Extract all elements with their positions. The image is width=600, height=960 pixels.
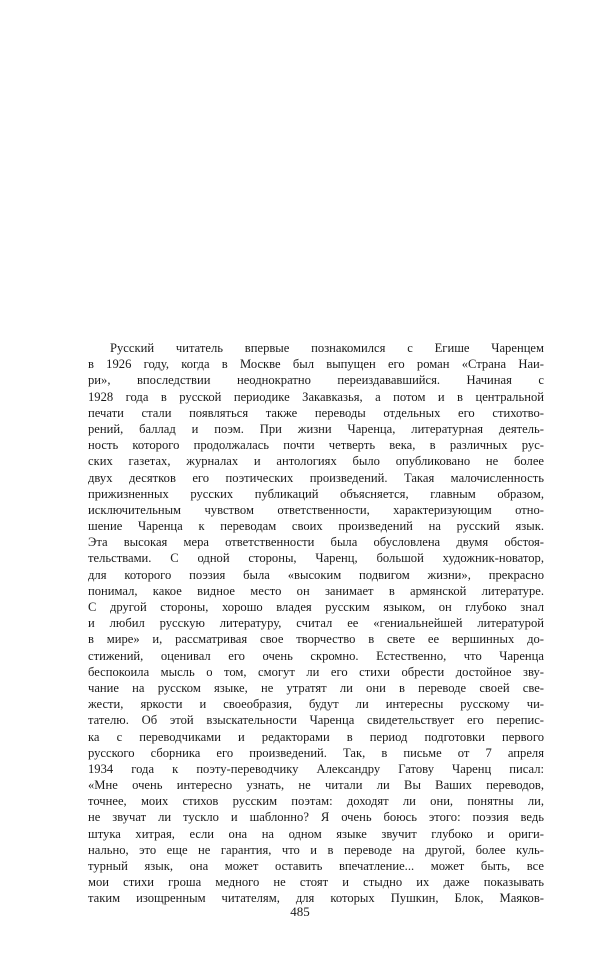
text-line: турный язык, она может оставить впечатление... может быть, все	[88, 859, 544, 873]
text-line: 1934 года к поэту-переводчику Александру Гатову Чаренц писал:	[88, 761, 544, 776]
text-line: ри», впоследствии неоднократно переиздававшийся. Начиная с	[88, 373, 544, 388]
text-line: жести, яркости и своеобразия, будут ли интересны русскому чи-	[88, 697, 544, 712]
text-line: С другой стороны, хорошо владея русским языком, он глубоко знал	[88, 600, 544, 614]
text-line: прижизненных русских публикаций объясняется, главным образом,	[88, 486, 544, 501]
text-line: штука хитрая, если она на одном языке звучит глубоко и ориги-	[88, 826, 544, 841]
text-line: исключительным чувством ответственности, характеризующим отно-	[88, 502, 544, 517]
text-line: двух десятков его поэтических произведений. Такая малочисленность	[88, 470, 544, 485]
text-line: в 1926 году, когда в Москве был выпущен его роман «Страна Наи-	[88, 357, 544, 372]
text-line: печати стали появляться также переводы отдельных его стихотво-	[88, 405, 544, 420]
text-line: для которого поэзия была «высоким подвигом жизни», прекрасно	[88, 567, 544, 582]
text-line: и любил русскую литературу, считал ее «гениальнейшей литературой	[88, 616, 544, 631]
text-line: таким изощренным читателям, для которых Пушкин, Блок, Маяков-	[88, 891, 544, 906]
text-line: понимал, какое видное место он занимает в армянской литературе.	[88, 583, 544, 598]
text-line: точнее, моих стихов русским поэтам: доходят ли они, понятны ли,	[88, 794, 544, 809]
text-line: нально, это еще не гарантия, что и в переводе на другой, более куль-	[88, 842, 544, 857]
text-line: Эта высокая мера ответственности была обусловлена двумя обстоя-	[88, 535, 544, 550]
page-number: 485	[290, 904, 310, 919]
text-line: ка с переводчиками и редакторами в период подготовки первого	[88, 729, 544, 744]
text-line: тателю. Об этой взыскательности Чаренца свидетельствует его перепис-	[88, 713, 544, 728]
text-line: «Мне очень интересно узнать, не читали ли Вы Ваших переводов,	[88, 778, 544, 793]
text-line: шение Чаренца к переводам своих произведений на русский язык.	[88, 519, 544, 534]
text-line: тельствами. С одной стороны, Чаренц, большой художник-новатор,	[88, 551, 544, 566]
text-line: стижений, оценивал его очень скромно. Естественно, что Чаренца	[88, 648, 544, 663]
text-line: русского сборника его произведений. Так, в письме от 7 апреля	[88, 745, 544, 760]
text-line: рений, баллад и поэм. При жизни Чаренца, литературная деятель-	[88, 421, 544, 436]
body-text	[88, 340, 544, 907]
text-line: 1928 года в русской периодике Закавказья, а потом и в центральной	[88, 389, 544, 404]
text-line: в мире» и, рассматривая свое творчество в свете ее вершинных до-	[88, 632, 544, 647]
text-line: ских газетах, журналах и антологиях было опубликовано не более	[88, 454, 544, 469]
text-line: не звучат ли тускло и шаблонно? Я очень боюсь этого: поэзия ведь	[88, 810, 544, 825]
text-line: беспокоила мысль о том, смогут ли его стихи обрести достойное зву-	[88, 664, 544, 679]
text-line: мои стихи гроша медного не стоят и стыдно их даже показывать	[88, 875, 544, 890]
text-line: чание на русском языке, не утратят ли они в переводе своей све-	[88, 680, 544, 695]
text-line: ность которого продолжалась почти четверть века, в различных рус-	[88, 438, 544, 453]
text-line: Русский читатель впервые познакомился с Егише Чаренцем	[110, 341, 544, 355]
